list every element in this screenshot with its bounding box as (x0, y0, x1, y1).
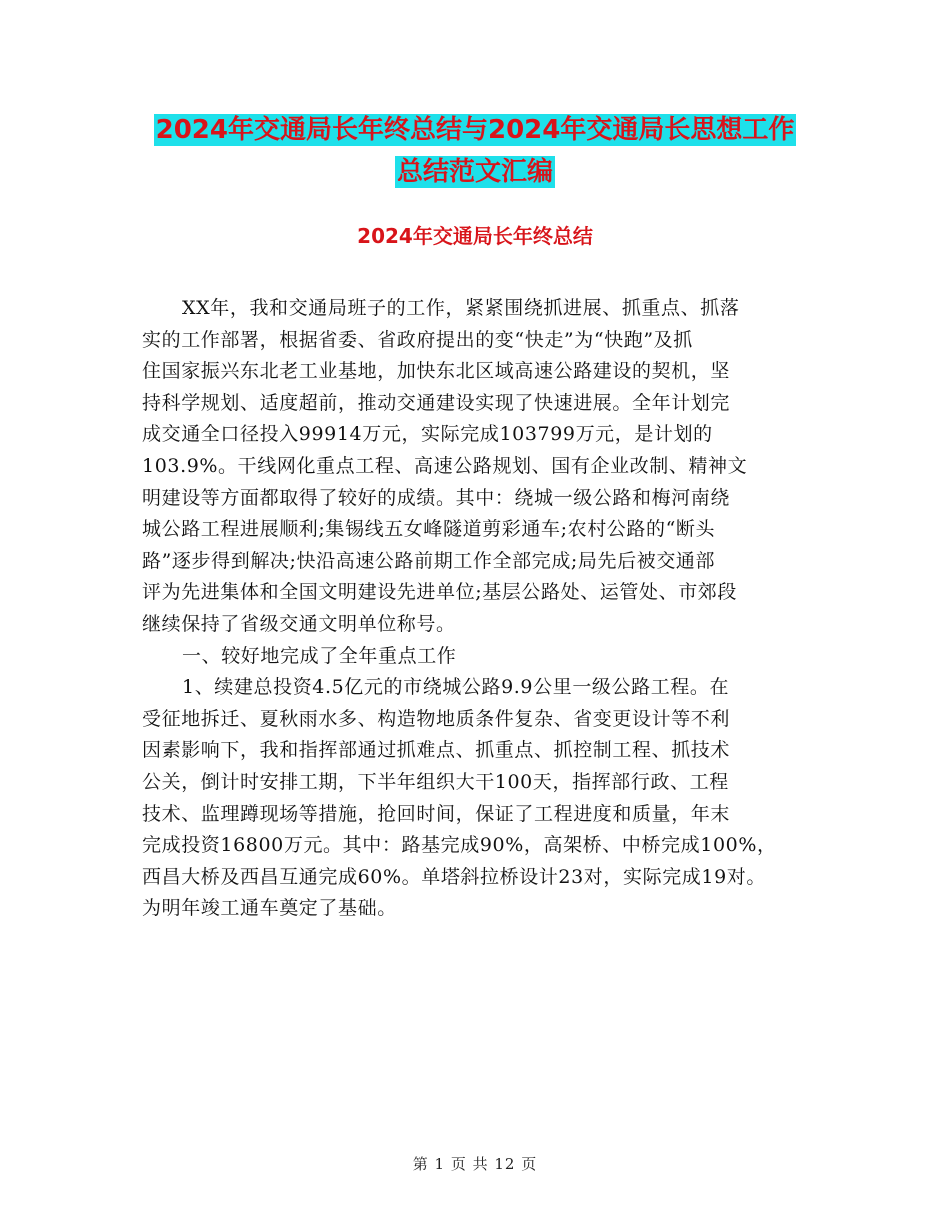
paragraph-1-line: 103.9%。干线网化重点工程、高速公路规划、国有企业改制、精神文 (142, 454, 748, 477)
paragraph-2-line: 西昌大桥及西昌互通完成60%。单塔斜拉桥设计23对，实际完成19对。 (142, 865, 766, 888)
paragraph-1-line: 持科学规划、适度超前，推动交通建设实现了快速进展。全年计划完 (142, 391, 731, 414)
paragraph-2-line: 公关，倒计时安排工期，下半年组织大干100天，指挥部行政、工程 (142, 770, 729, 793)
title-highlight: 总结范文汇编 (396, 157, 553, 187)
document-body (142, 293, 832, 925)
heading-1: 一、较好地完成了全年重点工作 (182, 644, 457, 667)
paragraph-1-line: 城公路工程进展顺利;集锡线五女峰隧道剪彩通车;农村公路的“断头 (142, 518, 716, 541)
paragraph-2-line: 受征地拆迁、夏秋雨水多、构造物地质条件复杂、省变更设计等不利 (142, 707, 731, 730)
paragraph-2-line: 1、续建总投资4.5亿元的市绕城公路9.9公里一级公路工程。在 (182, 676, 730, 699)
paragraph-1-line: 成交通全口径投入99914万元，实际完成103799万元，是计划的 (142, 423, 713, 446)
paragraph-2-line: 因素影响下，我和指挥部通过抓难点、抓重点、抓控制工程、抓技术 (142, 739, 731, 762)
paragraph-2-line: 为明年竣工通车奠定了基础。 (142, 897, 397, 920)
paragraph-2-line: 完成投资16800万元。其中：路基完成90%，高架桥、中桥完成100%， (142, 834, 777, 857)
paragraph-1-line: 路”逐步得到解决;快沿高速公路前期工作全部完成;局先后被交通部 (142, 549, 716, 572)
paragraph-2-line: 技术、监理蹲现场等措施，抢回时间，保证了工程进度和质量，年末 (142, 802, 731, 825)
paragraph-1-line: 明建设等方面都取得了较好的成绩。其中：绕城一级公路和梅河南绕 (142, 486, 731, 509)
paragraph-1-line: 住国家振兴东北老工业基地，加快东北区域高速公路建设的契机，坚 (142, 360, 731, 383)
section-title: 2024年交通局长年终总结 (357, 224, 593, 248)
document-title-line-1 (0, 110, 950, 150)
title-highlight: 2024年交通局长年终总结与2024年交通局长思想工作 (155, 115, 795, 145)
paragraph-1-line: 实的工作部署，根据省委、省政府提出的变“快走”为“快跑”及抓 (142, 328, 693, 351)
paragraph-1-line: XX年，我和交通局班子的工作，紧紧围绕抓进展、抓重点、抓落 (182, 297, 740, 319)
page-footer: 第 1 页 共 12 页 (412, 1155, 538, 1173)
paragraph-1-line: 继续保持了省级交通文明单位称号。 (142, 612, 456, 635)
paragraph-1-line: 评为先进集体和全国文明建设先进单位;基层公路处、运管处、市郊段 (142, 581, 738, 604)
document-title-line-2 (0, 152, 950, 192)
